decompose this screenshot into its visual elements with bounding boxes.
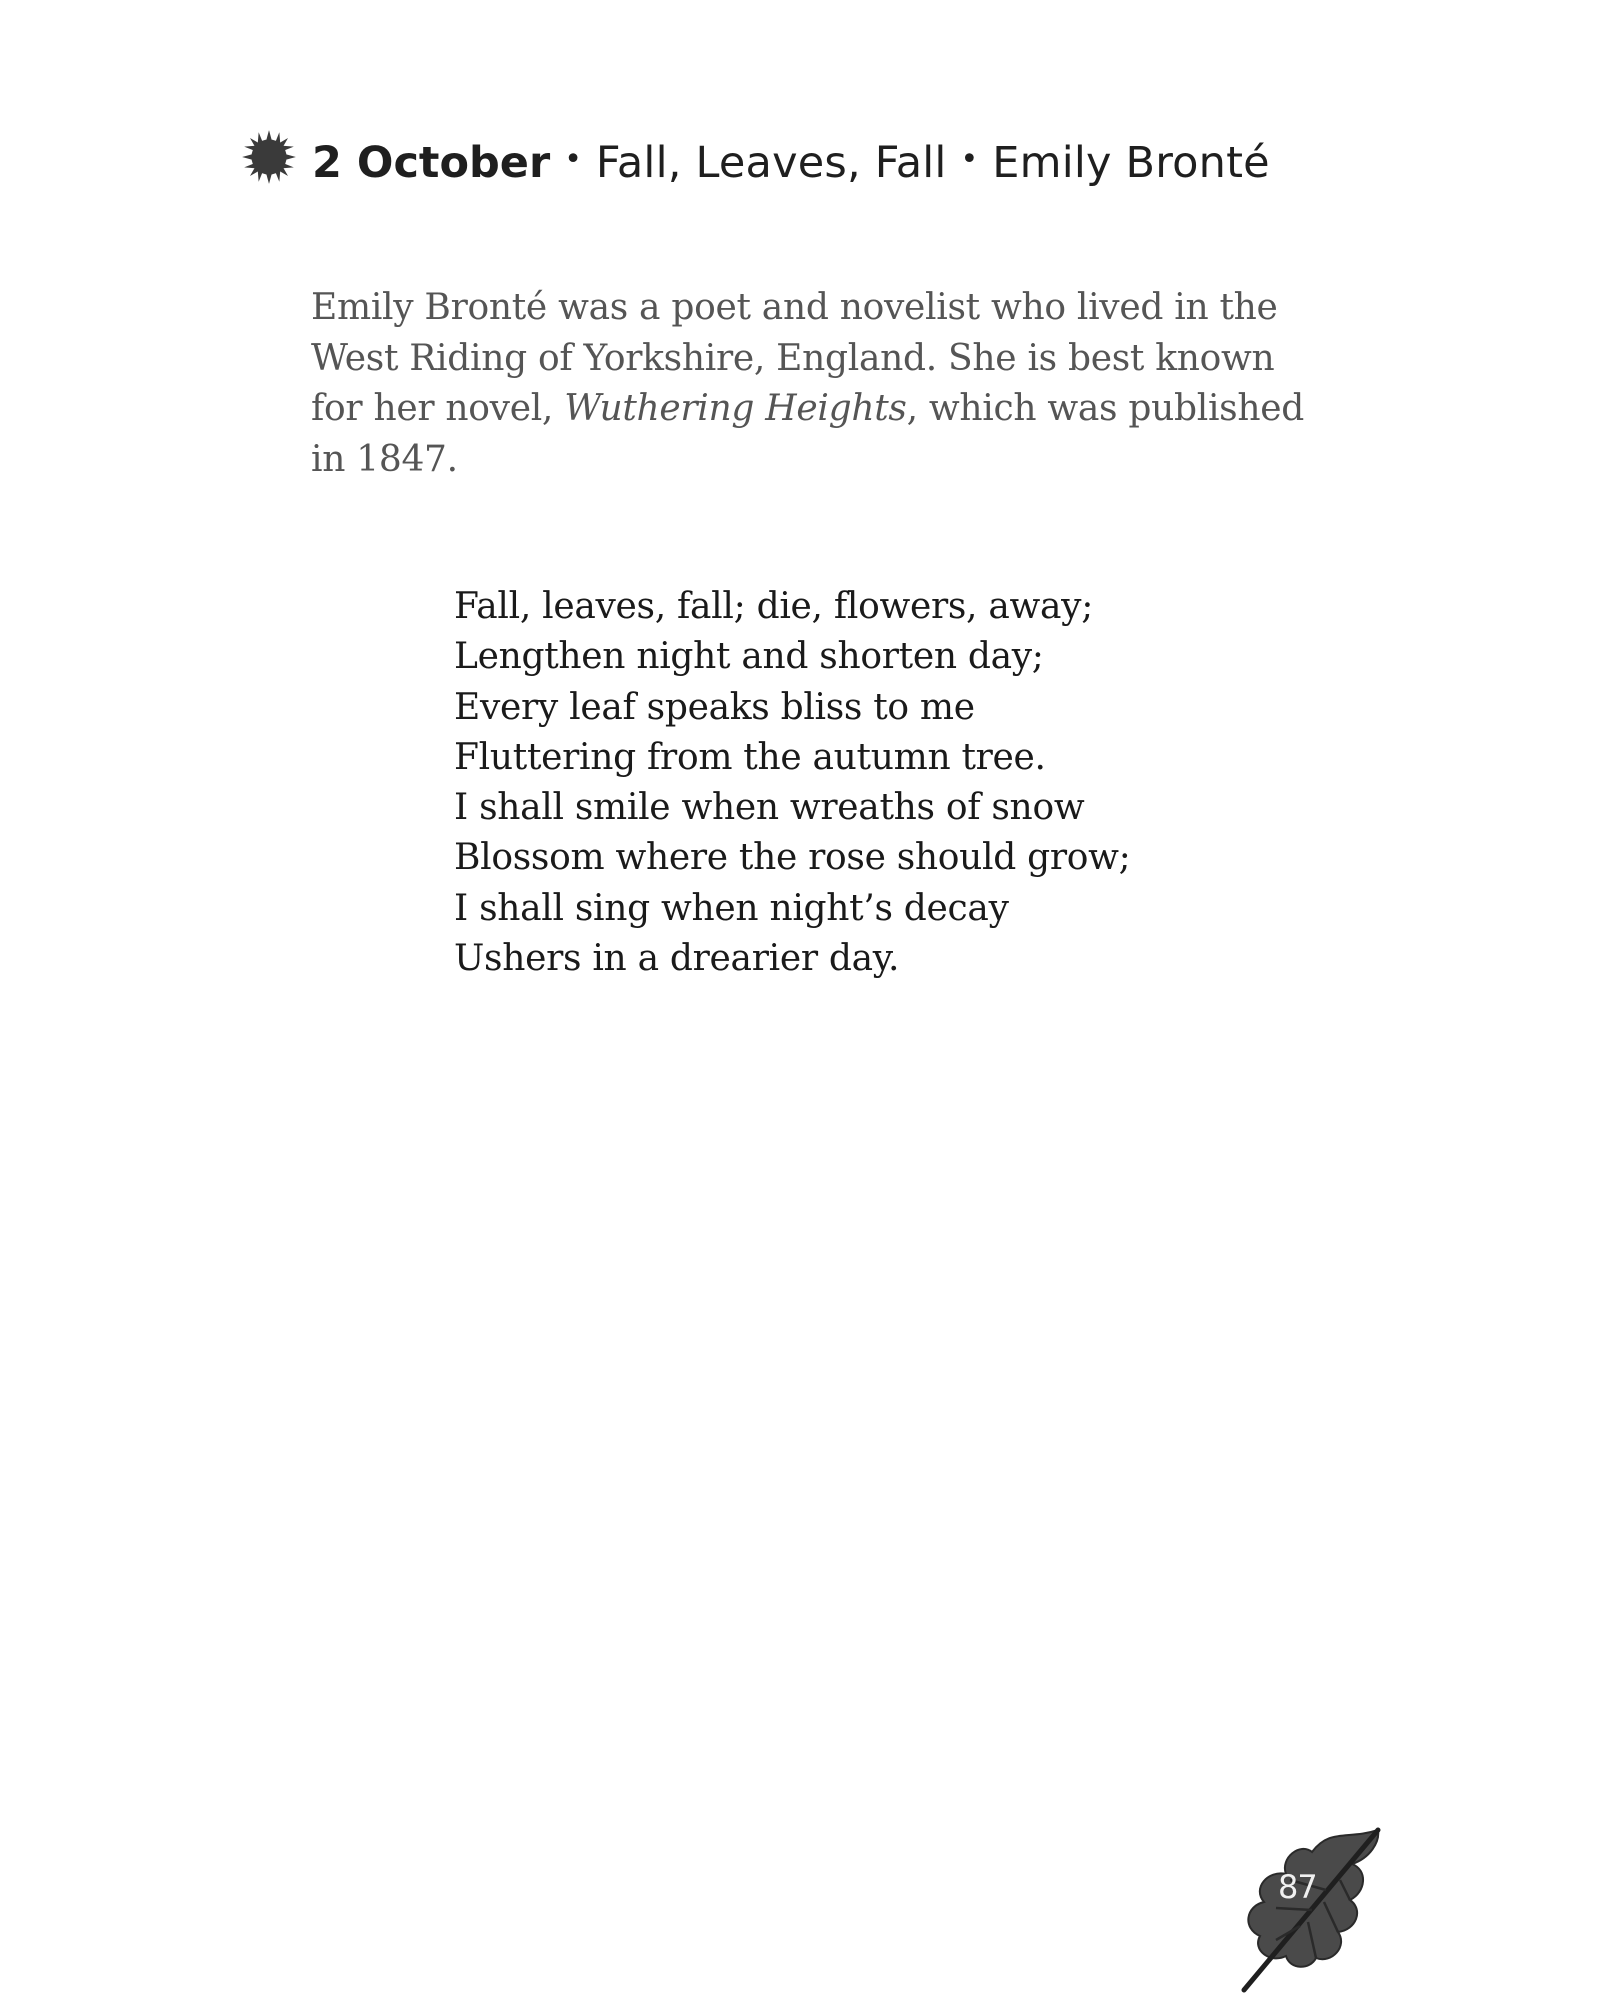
author-introduction [311,283,1311,485]
intro-text-end: , which was published in 1847. [311,388,1304,480]
page-folio [1228,1818,1398,1998]
sun-icon [238,126,312,199]
page-header [238,126,1270,199]
poem-line: Lengthen night and shorten day; [454,636,1044,678]
intro-text-start: Emily Bronté was a poet and novelist who lived in the West Riding of Yorkshire, England. She is best known for her novel, [311,287,1278,429]
separator-dot: • [564,142,582,177]
poem-body [454,582,1214,984]
poem-line: Every leaf speaks bliss to me [454,686,975,728]
entry-date: 2 October [312,137,551,188]
poem-title: Fall, Leaves, Fall [595,137,947,188]
poem-line: Ushers in a drearier day. [454,938,900,980]
poem-line: Blossom where the rose should grow; [454,837,1131,879]
poem-line: I shall sing when night’s decay [454,887,1009,929]
poem-line: I shall smile when wreaths of snow [454,787,1085,829]
separator-dot: • [960,142,979,177]
poem-author: Emily Bronté [992,137,1270,188]
page-number: 87 [1278,1868,1317,1906]
book-title: Wuthering Heights [564,388,907,429]
intro-paragraph [311,283,1311,485]
poem-line: Fall, leaves, fall; die, flowers, away; [454,586,1094,627]
poem-line: Fluttering from the autumn tree. [454,736,1046,778]
